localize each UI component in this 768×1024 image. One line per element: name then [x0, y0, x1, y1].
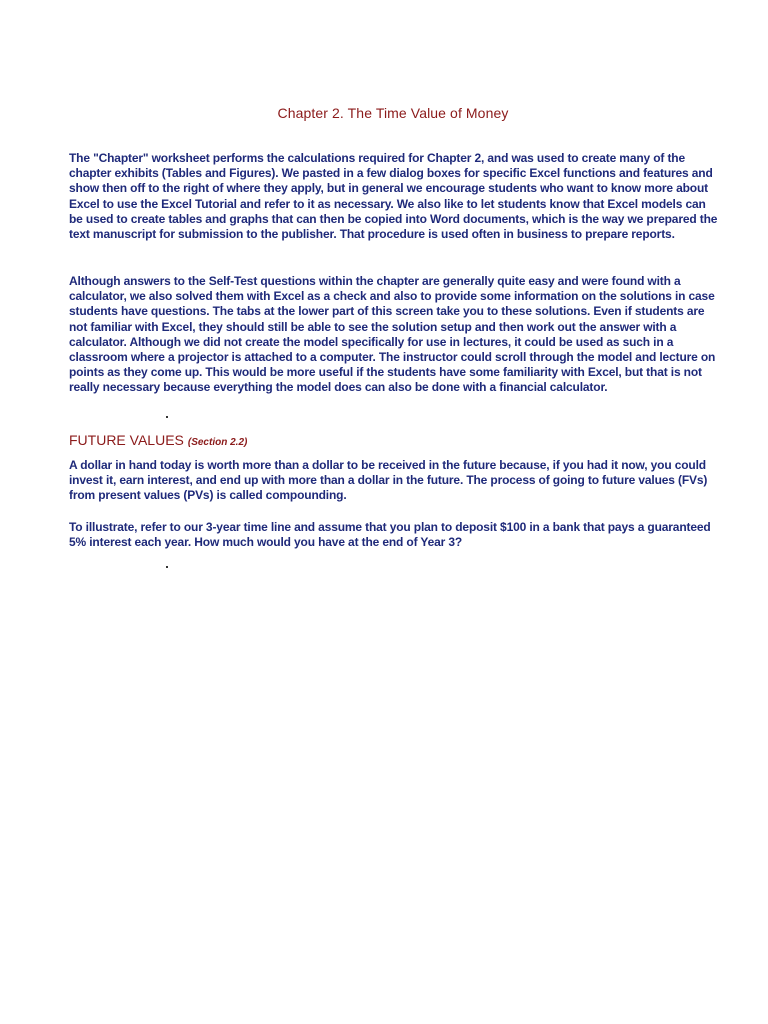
future-values-heading: [69, 432, 247, 448]
section-reference: (Section 2.2): [187, 437, 248, 448]
cell-marker-dot: [166, 566, 168, 568]
page-title: Chapter 2. The Time Value of Money: [277, 105, 509, 121]
future-values-title: FUTURE VALUES: [69, 432, 184, 448]
illustration-paragraph: To illustrate, refer to our 3-year time line and assume that you plan to deposit $100 in a bank that pays a guaranteed 5% interest each year. How much would you have at the end of Year 3?: [69, 520, 711, 550]
future-values-paragraph: A dollar in hand today is worth more than a dollar to be received in the future because, if you had it now, you could invest it, earn interest, and end up with more than a dollar in the future. The process of going to future values (FVs) from present values (PVs) is called compounding.: [69, 458, 708, 503]
intro-paragraph: The "Chapter" worksheet performs the calculations required for Chapter 2, and was used to create many of the chapter exhibits (Tables and Figures). We pasted in a few dialog boxes for specific Excel functions and features and show then off to the right of where they apply, but in general we encourage students who want to know more about Excel to use the Excel Tutorial and refer to it as necessary. We also like to let students know that Excel models can be used to create tables and graphs that can then be copied into Word documents, which is the way we prepared the text manuscript for submission to the publisher. That procedure is used often in business to prepare reports.: [69, 151, 718, 242]
self-test-paragraph: Although answers to the Self-Test questions within the chapter are generally quite easy and were found with a calculator, we also solved them with Excel as a check and also to provide some information on the solutions in case students have questions. The tabs at the lower part of this screen take you to these solutions. Even if students are not familiar with Excel, they should still be able to see the solution setup and then work out the answer with a calculator. Although we did not create the model specifically for use in lectures, it could be used as such in a classroom where a projector is attached to a computer. The instructor could scroll through the model and lecture on points as they come up. This would be more useful if the students have some familiarity with Excel, but that is not really necessary because everything the model does can also be done with a financial calculator.: [69, 274, 716, 395]
cell-marker-dot: [166, 416, 168, 418]
